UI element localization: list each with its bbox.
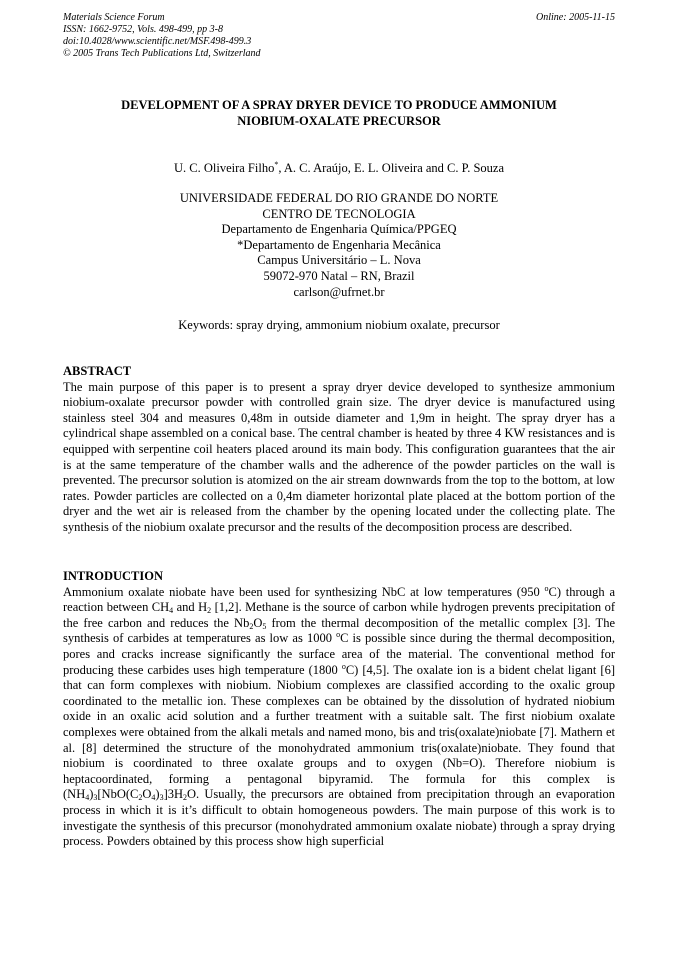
affiliation-block [63, 191, 615, 300]
first-author: U. C. Oliveira Filho [173, 161, 275, 175]
journal-header [63, 12, 615, 60]
introduction-section [63, 569, 615, 850]
affiliation-campus: Campus Universitário – L. Nova [257, 253, 421, 268]
journal-name: Materials Science Forum [63, 12, 165, 23]
affiliation-center: CENTRO DE TECNOLOGIA [262, 206, 416, 221]
affiliation-dept-chem: Departamento de Engenharia Química/PPGEQ [221, 222, 457, 237]
abstract-text: The main purpose of this paper is to present a spray dryer device developed to synthesize ammonium niobium-oxalate precursor powder with controlled grain size. The dryer device is manufactured using stainless steel 304 and measures 0,48m in outside diameter and 1,9m in height. The spray dryer has a cylindrical shape assembled on a conical base. The central chamber is heated by three 4 KW resistances and is equipped with serpentine coil heaters placed around its main body. This configuration guarantees that the air is at the same temperature of the chamber walls and the adherence of the powder particles on the wall is prevented. The precursor solution is atomized on the air stream downwards from the top to the bottom, at low rates. Powder particles are collected on a 0,4m diameter horizontal plate placed at the bottom portion of the dryer and the wet air is released from the chamber by the opening located under the collecting plate. The synthesis of the niobium oxalate precursor and the results of the decomposition process are described. [63, 379, 615, 534]
doi-line: doi:10.4028/www.scientific.net/MSF.498-499.3 [63, 36, 252, 47]
issn-line: ISSN: 1662-9752, Vols. 498-499, pp 3-8 [63, 24, 223, 35]
affiliation-university: UNIVERSIDADE FEDERAL DO RIO GRANDE DO NORTE [179, 191, 499, 205]
author-list [63, 160, 615, 176]
online-date: Online: 2005-11-15 [536, 12, 615, 23]
other-authors: , A. C. Araújo, E. L. Oliveira and C. P. Souza [278, 161, 504, 175]
author-mark: * [274, 159, 279, 169]
affiliation-address: 59072-970 Natal – RN, Brazil [263, 268, 415, 283]
affiliation-dept-mech: *Departamento de Engenharia Mecânica [237, 237, 441, 252]
introduction-heading: INTRODUCTION [63, 569, 164, 583]
paper-title [63, 97, 615, 129]
contact-email: carlson@ufrnet.br [293, 284, 385, 299]
keywords-line: Keywords: spray drying, ammonium niobium oxalate, precursor [178, 318, 500, 332]
title-line-1: DEVELOPMENT OF A SPRAY DRYER DEVICE TO PRODUCE AMMONIUM [121, 98, 557, 112]
copyright-line: © 2005 Trans Tech Publications Ltd, Switzerland [63, 48, 261, 59]
introduction-text: Ammonium oxalate niobate have been used for synthesizing NbC at low temperatures (950 $^o$C) through a reaction between $CH_4$ and $H_2$ [1,2]. Methane is the source of carbon while hydrogen prevents precipitation of the free carbon and reduces the $Nb_2O_5$ from the thermal decomposition of the metallic complex [3]. The synthesis of carbides at temperatures as low as 1000 $^o$C is possible since during the thermal decomposition, pores and cracks increase significantly the surface area of the material. The conventional method for producing these carbides uses high temperature (1800 $^o$C) [4,5]. The oxalate ion is a bident chelat ligant [6] that can form complexes with niobium. Niobium complexes are classified according to the oxalic group coordinated to the metallic ion. These complexes can be obtained by the dissolution of hydrated niobium oxide in an oxalic acid solution and a further treatment with a suitable salt. The first niobium oxalate complexes were obtained from the alkali metals and named mono, bis and tris(oxalate)niobate [7]. Mathern et al. [8] determined the structure of the monohydrated ammonium tris(oxalate)niobate. They found that niobium is coordinated to three oxalate groups and to oxygen (Nb=O). Therefore niobium is heptacoordinated, forming a pentagonal bipyramid. The formula for this complex is $(NH_4)_3[NbO(C_2O_4)_3]3H_2O$. Usually, the precursors are obtained from precipitation through an evaporation process in which it is it’s difficult to obtain homogeneous powders. The main purpose of this work is to investigate the synthesis of this precursor (monohydrated ammonium oxalate niobate) through a spray drying process. Powders obtained by this process show high superficial [63, 583, 616, 849]
abstract-section [63, 364, 615, 536]
title-line-2: NIOBIUM-OXALATE PRECURSOR [237, 114, 441, 128]
abstract-heading: ABSTRACT [63, 364, 132, 378]
